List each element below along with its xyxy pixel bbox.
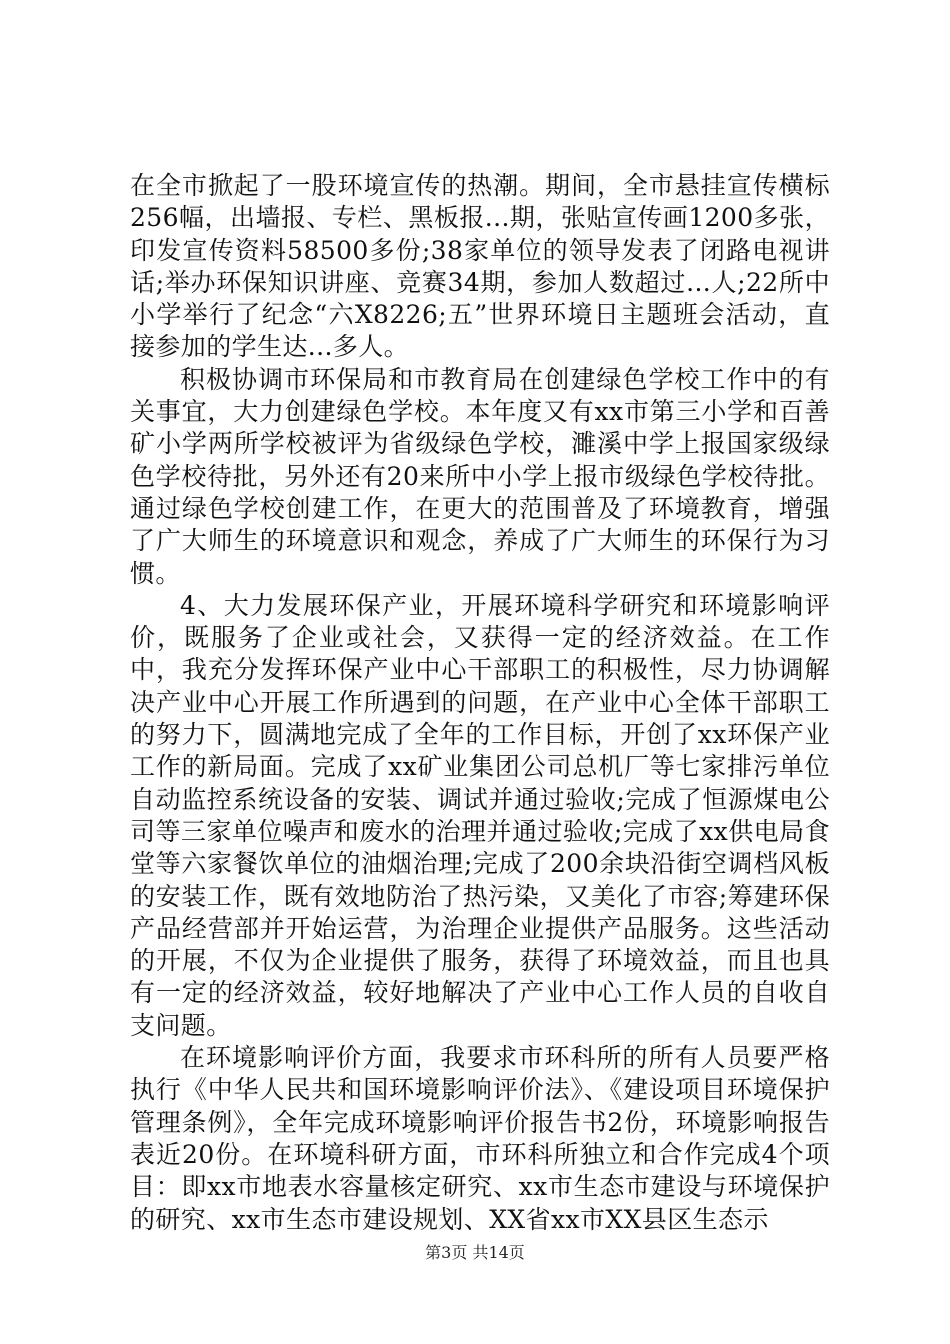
paragraph-4: 在环境影响评价方面，我要求市环科所的所有人员要严格执行《中华人民共和国环境影响评价法》、《建设项目环境保护管理条例》，全年完成环境影响评价报告书2份，环境影响报告表近20份。在环境科研方面，市环科所独立和合作完成4个项目：即xx市地表水容量核定研究、xx市生态市建设与环境保护的研究、xx市生态市建设规划、XX省xx市XX县区生态示 bbox=[130, 1043, 830, 1234]
paragraph-2: 积极协调市环保局和市教育局在创建绿色学校工作中的有关事宜，大力创建绿色学校。本年度又有xx市第三小学和百善矿小学两所学校被评为省级绿色学校，濉溪中学上报国家级绿色学校待批，另外还有20来所中小学上报市级绿色学校待批。通过绿色学校创建工作，在更大的范围普及了环境教育，增强了广大师生的环境意识和观念，养成了广大师生的环保行为习惯。 bbox=[130, 364, 830, 588]
page-number-label: 第3页 共14页 bbox=[425, 1243, 525, 1262]
paragraph-3: 4、大力发展环保产业，开展环境科学研究和环境影响评价，既服务了企业或社会，又获得一定的经济效益。在工作中，我充分发挥环保产业中心干部职工的积极性，尽力协调解决产业中心开展工作所遇到的问题，在产业中心全体干部职工的努力下，圆满地完成了全年的工作目标，开创了xx环保产业工作的新局面。完成了xx矿业集团公司总机厂等七家排污单位自动监控系统设备的安装、调试并通过验收;完成了恒源煤电公司等三家单位噪声和废水的治理并通过验收;完成了xx供电局食堂等六家餐饮单位的油烟治理;完成了200余块沿街空调档风板的安装工作，既有效地防治了热污染，又美化了市容;筹建环保产品经营部并开始运营，为治理企业提供产品服务。这些活动的开展，不仅为企业提供了服务，获得了环境效益，而且也具有一定的经济效益，较好地解决了产业中心工作人员的自收自支问题。 bbox=[130, 590, 830, 1040]
page-footer bbox=[0, 1243, 950, 1263]
document-body bbox=[130, 170, 830, 1236]
paragraph-1: 在全市掀起了一股环境宣传的热潮。期间，全市悬挂宣传横标256幅，出墙报、专栏、黑板报...期，张贴宣传画1200多张，印发宣传资料58500多份;38家单位的领导发表了闭路电视讲话;举办环保知识讲座、竞赛34期，参加人数超过...人;22所中小学举行了纪念“六X8226;五”世界环境日主题班会活动，直接参加的学生达...多人。 bbox=[130, 171, 830, 362]
